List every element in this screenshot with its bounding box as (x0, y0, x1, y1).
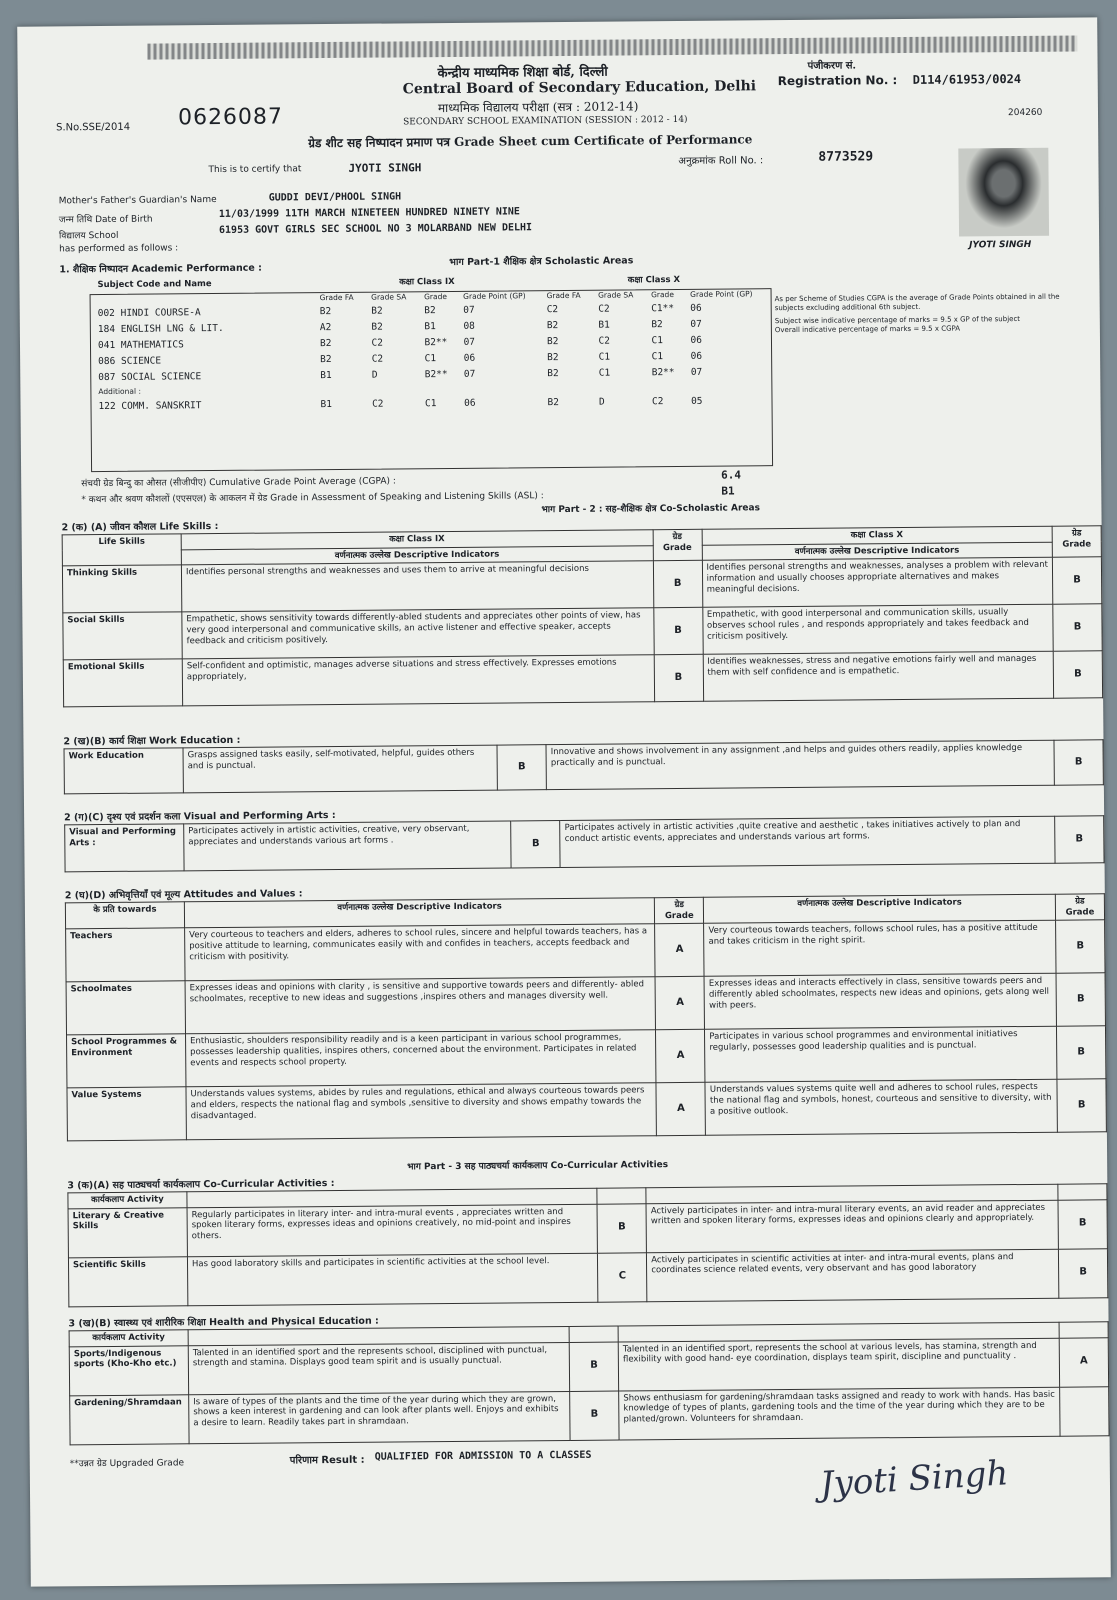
work-title: 2 (ख)(B) कार्य शिक्षा Work Education : (63, 734, 241, 748)
coscholastic-part-title: भाग Part - 2 : सह-शैक्षिक क्षेत्र Co-Scholastic Areas (541, 503, 760, 516)
result-value: QUALIFIED FOR ADMISSION TO A CLASSES (374, 1449, 592, 1463)
class10-grade: B (1052, 557, 1101, 604)
health-row (70, 1386, 1109, 1444)
class10-cell: B1 (598, 319, 610, 331)
date-of-birth: 11/03/1999 11TH MARCH NINETEEN HUNDRED NINETY NINE (218, 206, 520, 220)
registration-label-hindi: पंजीकरण सं. (807, 60, 857, 72)
class10-grade: B (1055, 816, 1104, 863)
result-label: परिणाम Result : (289, 1454, 365, 1467)
certify-label: This is to certify that (208, 164, 302, 176)
class10-cell: B2 (547, 351, 559, 363)
class9-cell: B2 (371, 321, 383, 333)
class9-grade: B (654, 655, 703, 702)
attitude-rows (66, 920, 1107, 1141)
class9-grade: A (655, 924, 704, 977)
exam-name: SECONDARY SCHOOL EXAMINATION (SESSION : 2012 - 14) (403, 114, 688, 128)
class9-grade: B (497, 745, 546, 790)
class9-grade: B (570, 1391, 619, 1440)
registration-label: Registration No. : (777, 73, 898, 89)
row-label: Literary & Creative Skills (68, 1207, 187, 1257)
col-sa-10: Grade SA (598, 290, 634, 300)
class10-indicator: Participates actively in artistic activities ,quite creative and aesthetic , takes initiatives actively to plan and conduct artistic events, appreciates and understands various art forms. (560, 816, 1055, 867)
life-skill-row (63, 651, 1102, 707)
row-label: Sports/Indigenous sports (Kho-Kho etc.) (69, 1345, 188, 1395)
student-photo (958, 148, 1049, 237)
subject-name: 122 COMM. SANSKRIT (98, 399, 202, 412)
class9-grade: A (655, 977, 704, 1030)
col-gp-10: Grade Point (GP) (690, 288, 753, 299)
h-activity: कार्यकलाप Activity (69, 1330, 188, 1347)
attitude-row (66, 920, 1105, 982)
work-table (64, 739, 1104, 794)
board-name: Central Board of Secondary Education, Delhi (402, 78, 757, 98)
roll-label: अनुक्रमांक Roll No. : (678, 155, 764, 167)
life-skills-table (62, 525, 1103, 707)
serial-label: S.No.SSE/2014 (56, 121, 131, 134)
grade-sheet (17, 17, 1111, 1586)
class10-indicator: Actively participates in inter- and intra-mural literary events, an avid reader and appreciates written and spoken literary forms, expresses ideas and opinions clearly and appropriately. (646, 1200, 1058, 1253)
h-blank (1059, 1322, 1108, 1338)
upgraded-note: **उन्नत ग्रेड Upgraded Grade (69, 1458, 185, 1470)
class10-indicator: Actively participates in scientific activities at inter- and intra-mural events, plans and coordinates science related events, very observant and has good laboratory (647, 1249, 1059, 1302)
h-grade10: ग्रेड Grade (1052, 526, 1101, 558)
scheme-note: Overall indicative percentage of marks = 9.5 x CGPA (774, 324, 961, 335)
col-class10: कक्षा Class X (627, 274, 681, 286)
attitude-row (67, 1079, 1106, 1141)
h-blank (597, 1188, 646, 1204)
class10-cell: B2 (547, 367, 559, 379)
h-desc9: वर्णनात्मक उल्लेख Descriptive Indicators (184, 898, 655, 928)
col-fa: Grade FA (319, 292, 354, 302)
class9-cell: C2 (371, 337, 384, 349)
student-name: JYOTI SINGH (348, 161, 422, 175)
class9-indicator: Has good laboratory skills and participates in scientific activities at the school level. (187, 1253, 598, 1306)
class10-grade: B (1056, 920, 1105, 973)
class9-cell: 07 (463, 336, 476, 348)
class9-cell: B2 (371, 305, 383, 317)
class9-grade: A (656, 1083, 705, 1136)
subject-name: 086 SCIENCE (98, 355, 162, 367)
class9-grade: B (569, 1342, 618, 1391)
class9-indicator: Empathetic, shows sensitivity towards differently-abled students and appreciates other points of view, has very good interpersonal and communicative skills, an active listener and effective speaker, accepts feedback and criticism positively. (182, 608, 654, 659)
class9-cell: B2 (319, 337, 332, 349)
class9-grade: B (653, 608, 702, 655)
work-rows (64, 740, 1103, 794)
class10-indicator: Innovative and shows involvement in any assignment ,and helps and guides others readily, applies knowledge practically and is punctual. (546, 740, 1054, 789)
class10-indicator: Talented in an identified sport, represents the school at various levels, has stamina, strength and flexibility with good hand- eye coordination, displays team spirit, discipline and punctuality . (618, 1338, 1059, 1391)
exam-name-hindi: माध्यमिक विद्यालय परीक्षा (सत्र : 2012-14) (437, 99, 639, 116)
class10-cell: B2 (651, 318, 663, 331)
class10-indicator: Understands values systems quite well and adheres to school rules, respects the national flag and symbols, honest, courteous and sensitive to diversity, with a positive outlook. (705, 1079, 1057, 1135)
dob-label: जन्म तिथि Date of Birth (58, 214, 153, 226)
parents-name: GUDDI DEVI/PHOOL SINGH (268, 191, 402, 204)
additional-label: Additional : (98, 387, 142, 397)
health-title: 3 (ख)(B) स्वास्थ्य एवं शारीरिक शिक्षा Health and Physical Education : (68, 1315, 379, 1330)
class9-indicator: Identifies personal strengths and weaknesses and uses them to arrive at meaningful decisions (181, 561, 653, 612)
class9-indicator: Participates actively in artistic activities, creative, very observant, appreciates and understands various art forms . (184, 821, 512, 871)
class9-indicator: Enthusiastic, shoulders responsibility readily and is a keen participant in various school programmes, possesses leadership qualities, inspires others, concerned about the environment. Participates in related events and respects school property. (186, 1030, 657, 1087)
class9-indicator: Regularly participates in literary inter- and intra-mural events , appreciates written and spoken literary forms, expresses ideas and opinions creatively, no mid-point and inspires others. (187, 1204, 598, 1257)
class9-cell: B2 (320, 353, 332, 365)
cocurricular-title: 3 (क)(A) सह पाठ्यचर्या कार्यकलाप Co-Curricular Activities : (67, 1178, 335, 1192)
class10-indicator: Identifies weaknesses, stress and negative emotions fairly well and manages them with self confidence and is empathetic. (703, 651, 1054, 701)
col-class9: कक्षा Class IX (399, 276, 455, 288)
class10-cell: B2** (651, 366, 675, 378)
class10-cell: C1** (651, 303, 675, 315)
scholastic-part-title: भाग Part-1 शैक्षिक क्षेत्र Scholastic Areas (449, 255, 634, 268)
col-sa: Grade SA (371, 291, 407, 302)
school-name: 61953 GOVT GIRLS SEC SCHOOL NO 3 MOLARBAND NEW DELHI (218, 222, 533, 236)
class10-cell: 07 (690, 318, 702, 330)
class10-cell: B2 (546, 319, 559, 332)
h-grade10: ग्रेड Grade (1055, 894, 1104, 921)
col-gp: Grade Point (GP) (463, 290, 526, 301)
class9-cell: B1 (424, 320, 436, 333)
security-band (147, 35, 1077, 59)
class9-cell: B1 (320, 398, 333, 410)
h-skill: Life Skills (62, 534, 181, 566)
parents-label: Mother's Father's Guardian's Name (58, 195, 217, 207)
class9-indicator: Expresses ideas and opinions with clarity , is sensitive and supportive towards peers and differently- abled schoolmates, receptive to new ideas and suggestions ,inspires others and manages diversity well. (185, 977, 656, 1034)
arts-table (64, 815, 1104, 872)
class10-grade: B (1058, 1248, 1107, 1297)
class9-cell: 07 (463, 304, 475, 316)
class10-cell: C1 (651, 334, 663, 346)
class9-cell: B2 (424, 305, 436, 317)
class10-cell: D (598, 396, 605, 408)
arts-rows (65, 816, 1104, 872)
class9-indicator: Understands values systems, abides by rules and regulations, ethical and always courteous towards peers and elders, respects the national flag and symbols ,sensitive to diversity and shows empathy towards the disadvantaged. (186, 1083, 657, 1140)
student-signature: Jyoti Singh (818, 1453, 1010, 1505)
class10-cell: C1 (598, 351, 611, 363)
class9-indicator: Grasps assigned tasks easily, self-motivated, helpful, guides others and is punctual. (183, 745, 498, 793)
row-label: Schoolmates (66, 981, 185, 1035)
scheme-note: Subject wise indicative percentage of marks = 9.5 x GP of the subject (774, 314, 1021, 326)
class9-indicator: Self-confident and optimistic, manages adverse situations and stress effectively. Expresses emotions appropriately, (182, 655, 654, 706)
row-label: Teachers (66, 928, 185, 982)
class10-grade: B (1053, 604, 1102, 651)
h-class10: कक्षा Class X (702, 526, 1053, 545)
academic-table (91, 272, 768, 415)
row-label: Emotional Skills (63, 659, 182, 707)
scheme-note: As per Scheme of Studies CGPA is the average of Grade Points obtained in all the subjects excluding additional 6th subject. (774, 292, 1060, 313)
cocurricular-row (68, 1248, 1107, 1306)
photo-caption: JYOTI SINGH (969, 239, 1032, 251)
attitudes-title: 2 (घ)(D) अभिवृत्तियाँ एवं मूल्य Attitudes and Values : (64, 888, 303, 902)
class9-cell: C2 (372, 398, 384, 410)
subject-name: 087 SOCIAL SCIENCE (98, 370, 202, 383)
asl-label: * कथन और श्रवण कौशलों (एएसएल) के आकलन में ग्रेड Grade in Assessment of Speaking and Listening Skills (ASL) : (81, 491, 544, 506)
class9-grade: B (597, 1203, 646, 1252)
registration-number: D114/61953/0024 (912, 71, 1022, 87)
class10-cell: C2 (546, 304, 559, 316)
col-subject: Subject Code and Name (97, 279, 212, 291)
class10-grade: B (1058, 1199, 1107, 1248)
class10-indicator: Identifies personal strengths and weaknesses, analyses a problem with relevant information and usually chooses appropriate alternatives and makes meaningful decisions. (702, 557, 1053, 607)
health-table (69, 1321, 1110, 1445)
class9-indicator: Talented in an identified sport and the represents school, disciplined with punctual, strength and stamina. Displays good team spirit and is usually punctual. (188, 1342, 570, 1394)
row-label: Work Education (64, 748, 183, 794)
cocurricular-row (68, 1199, 1107, 1257)
document-title: ग्रेड शीट सह निष्पादन प्रमाण पत्र Grade Sheet cum Certificate of Performance (308, 132, 753, 151)
col-grade-10: Grade (651, 289, 674, 299)
h-desc10: वर्णनात्मक उल्लेख Descriptive Indicators (704, 894, 1056, 923)
cocurricular-table (67, 1183, 1108, 1307)
class9-grade: B (511, 821, 560, 868)
row-label: Scientific Skills (68, 1256, 187, 1306)
attitude-row (66, 973, 1105, 1035)
row-label: Thinking Skills (62, 565, 181, 613)
class9-cell: D (371, 369, 378, 381)
cocurricular-rows (68, 1199, 1108, 1306)
class9-grade: B (653, 561, 702, 608)
h-grade9: ग्रेड Grade (655, 897, 704, 924)
class10-cell: C2 (651, 395, 664, 407)
h-blank (569, 1326, 618, 1342)
academic-title: 1. शैक्षिक निष्पादन Academic Performance : (59, 262, 262, 276)
subject-name: 041 MATHEMATICS (97, 339, 184, 351)
col-grade: Grade (424, 291, 447, 301)
life-skills-title: 2 (क) (A) जीवन कौशल Life Skills : (61, 521, 219, 534)
cocurricular-part-title: भाग Part - 3 सह पाठ्यचर्या कार्यकलाप Co-Curricular Activities (407, 1160, 669, 1173)
roll-number: 8773529 (818, 149, 874, 165)
class9-cell: C2 (371, 353, 384, 365)
work-row (64, 740, 1103, 794)
class10-indicator: Shows enthusiasm for gardening/shramdaan tasks assigned and ready to work with hands. Has basic knowledge of types of plants, gardening tools and the time of the year during which they are to be planted/grown. Volunteers for shramdaan. (619, 1387, 1060, 1440)
class10-grade: A (1059, 1337, 1108, 1386)
subject-name: 002 HINDI COURSE-A (97, 307, 201, 320)
class10-indicator: Participates in various school programmes and environmental initiatives regularly, possesses good leadership qualities and is punctual. (705, 1026, 1057, 1082)
subject-name: 184 ENGLISH LNG & LIT. (97, 322, 224, 335)
class10-cell: 05 (691, 395, 703, 407)
class9-cell: B2** (424, 368, 448, 380)
class10-indicator: Very courteous towards teachers, follows school rules, has a positive attitude and takes criticism in the right spirit. (704, 920, 1056, 976)
class10-cell: 06 (690, 302, 702, 314)
col-fa-10: Grade FA (546, 290, 581, 300)
health-rows (69, 1337, 1109, 1444)
class10-indicator: Empathetic, with good interpersonal and communication skills, usually observes school rules , and responds appropriately and takes feedback and criticism positively. (702, 604, 1053, 654)
cgpa-value: 6.4 (721, 468, 742, 482)
class10-cell: 07 (690, 366, 703, 378)
h-class9: कक्षा Class IX (181, 530, 653, 550)
class10-cell: C2 (598, 335, 610, 347)
row-label: Value Systems (67, 1087, 186, 1141)
serial-number: 0626087 (177, 104, 284, 131)
class9-indicator: Very courteous to teachers and elders, adheres to school rules, sincere and helpful towards teachers, has a positive attitude to learning, communicates easily with and confides in teachers, accepts feedback and criticism with positivity. (185, 924, 656, 981)
class9-cell: 07 (463, 368, 476, 380)
asl-value: B1 (721, 484, 735, 498)
class9-cell: 06 (463, 352, 476, 364)
class9-cell: B2** (424, 336, 448, 348)
scheme-notes (775, 292, 1090, 335)
class10-grade: B (1053, 651, 1102, 698)
row-label: Social Skills (63, 612, 182, 660)
class9-cell: A2 (319, 321, 332, 333)
class9-grade: A (656, 1030, 705, 1083)
class9-cell: 08 (463, 320, 475, 332)
attitude-row (67, 1026, 1106, 1088)
class10-grade (1060, 1386, 1109, 1435)
row-label: Gardening/Shramdaan (70, 1394, 189, 1444)
board-name-hindi: केन्द्रीय माध्यमिक शिक्षा बोर्ड, दिल्ली (437, 64, 608, 82)
h-grade9: ग्रेड Grade (653, 529, 702, 561)
h-activity: कार्यकलाप Activity (68, 1192, 187, 1209)
performed-label: has performed as follows : (59, 243, 179, 255)
row-label: Visual and Performing Arts : (65, 824, 184, 872)
class10-cell: B2 (546, 335, 559, 347)
class10-grade: B (1056, 973, 1105, 1026)
class9-cell: B2 (319, 306, 332, 318)
h-blank (1058, 1184, 1107, 1200)
class9-indicator: Is aware of types of the plants and the time of the year during which they are grown, shows a keen interest in gardening and can look after plants well. Enjoys and exhibits a desire to learn. Readily takes part in shramdaan. (189, 1391, 571, 1443)
class9-cell: B1 (320, 369, 332, 381)
row-label: School Programmes & Environment (67, 1034, 186, 1088)
h-desc9: वर्णनात्मक उल्लेख Descriptive Indicators (181, 545, 653, 565)
class9-cell: C1 (424, 352, 437, 364)
academic-rows (92, 300, 769, 385)
arts-title: 2 (ग)(C) दृश्य एवं प्रदर्शन कला Visual and Performing Arts : (64, 809, 336, 824)
class10-indicator: Expresses ideas and interacts effectively in class, sensitive towards peers and differently abled schoolmates, respects new ideas and opinions, gets along well with peers. (704, 973, 1056, 1029)
attitudes-table (65, 893, 1107, 1141)
cgpa-label: संचयी ग्रेड बिन्दु का औसत (सीजीपीए) Cumulative Grade Point Average (CGPA) : (81, 476, 396, 490)
class9-grade: C (598, 1252, 647, 1301)
class10-cell: 06 (690, 350, 703, 362)
class10-grade: B (1056, 1026, 1105, 1079)
class10-cell: C1 (598, 367, 611, 379)
arts-row (65, 816, 1104, 872)
small-code: 204260 (1007, 107, 1043, 119)
class9-cell: C1 (424, 397, 437, 409)
class10-cell: 06 (690, 334, 703, 346)
h-desc10: वर्णनात्मक उल्लेख Descriptive Indicators (702, 542, 1053, 561)
h-towards: के प्रति towards (65, 902, 184, 929)
class10-grade: B (1054, 740, 1103, 785)
school-label: विद्यालय School (59, 230, 119, 242)
class10-grade: B (1057, 1079, 1106, 1132)
class10-cell: B2 (547, 396, 559, 408)
life-skill-rows (62, 557, 1102, 707)
class10-cell: C2 (598, 303, 610, 315)
class9-cell: 06 (464, 397, 476, 409)
class10-cell: C1 (651, 350, 664, 362)
